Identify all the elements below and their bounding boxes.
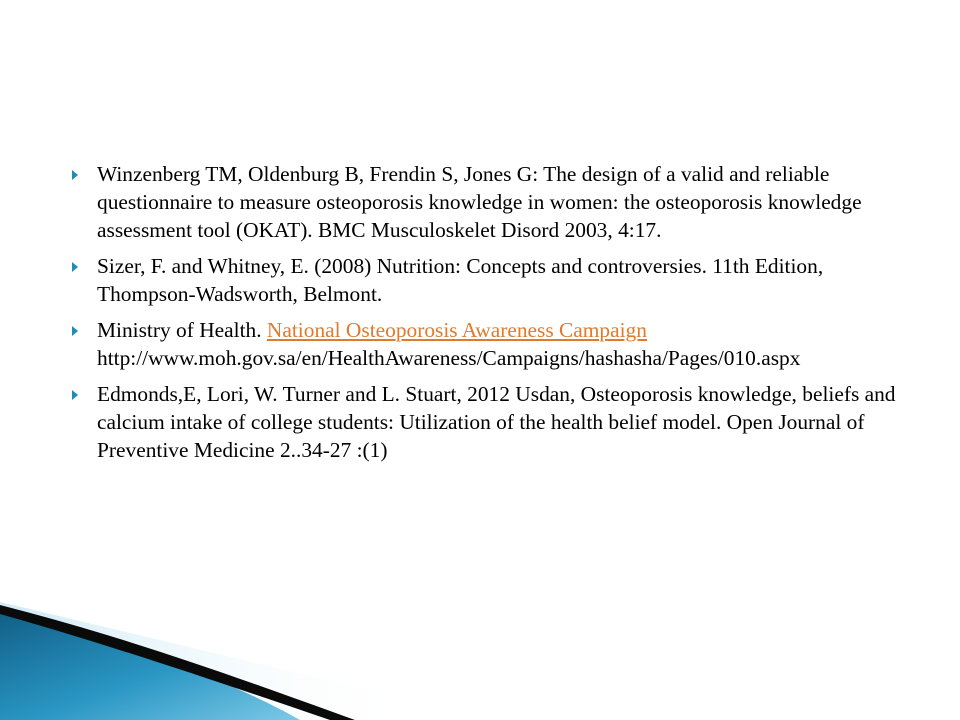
reference-item (72, 160, 902, 244)
campaign-link[interactable]: National Osteoporosis Awareness Campaign (266, 318, 647, 342)
bullet-arrow-icon (72, 326, 78, 336)
reference-item (72, 252, 902, 308)
bullet-arrow-icon (72, 170, 78, 180)
reference-item (72, 380, 902, 464)
reference-text: Edmonds,E, Lori, W. Turner and L. Stuart, 2012 Usdan, Osteoporosis knowledge, beliefs and calcium intake of college students: Utilization of the health belief model. Open Journal of Preventive Medicine 2..34-27 :(1) (97, 382, 896, 462)
reference-text: Winzenberg TM, Oldenburg B, Frendin S, Jones G: The design of a valid and reliable questionnaire to measure osteoporosis knowledge in women: the osteoporosis knowledge assessment tool (OKAT). BMC Musculoskelet Disord 2003, 4:17. (97, 162, 862, 242)
reference-prefix: Ministry of Health. (97, 318, 267, 342)
bullet-arrow-icon (72, 390, 78, 400)
corner-decoration (0, 590, 420, 720)
reference-url: http://www.moh.gov.sa/en/HealthAwareness/Campaigns/hashasha/Pages/010.aspx (97, 346, 801, 370)
reference-text: Sizer, F. and Whitney, E. (2008) Nutrition: Concepts and controversies. 11th Edition, Thompson-Wadsworth, Belmont. (97, 254, 824, 306)
reference-list (72, 160, 902, 472)
bullet-arrow-icon (72, 262, 78, 272)
reference-item (72, 316, 902, 372)
